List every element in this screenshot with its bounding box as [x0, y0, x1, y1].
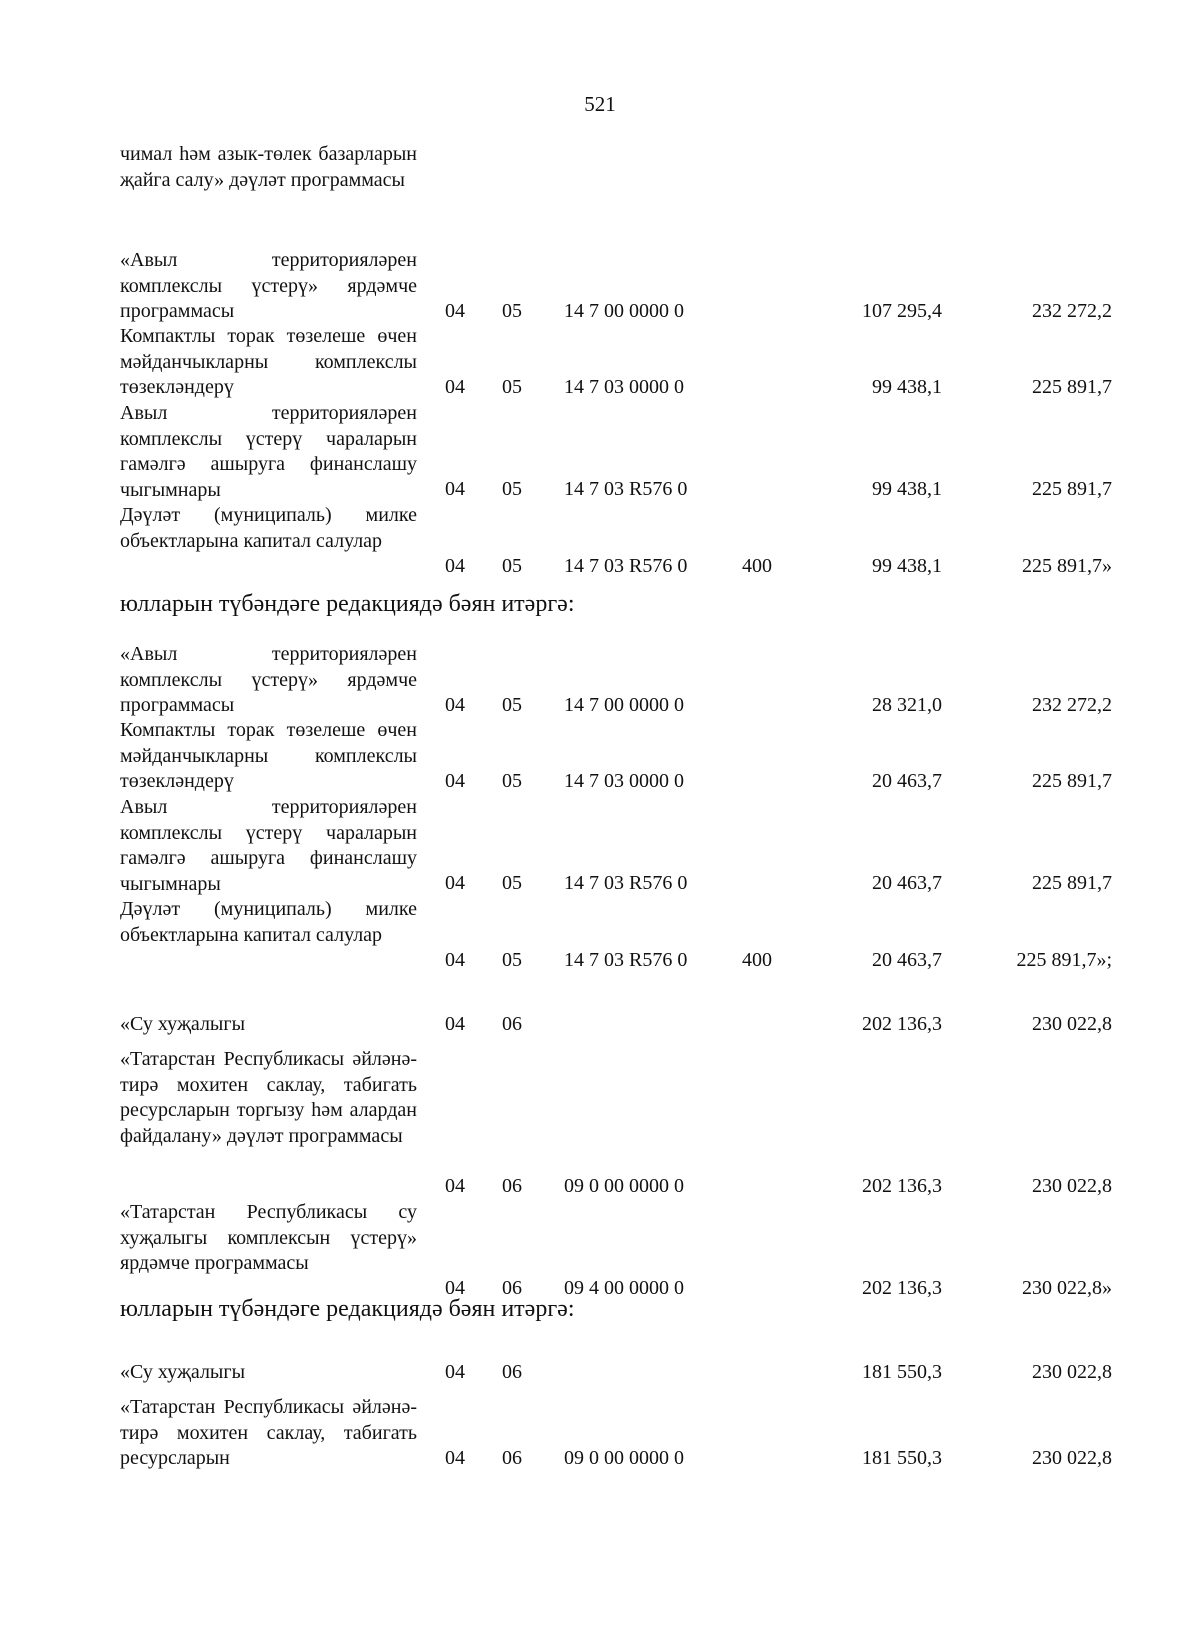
row-amount-year1: 20 463,7	[872, 872, 942, 894]
row-name: Авыл территорияләрен комплекслы үстерү чараларын гамәлгә ашыруга финанслашу чыгымнары	[120, 796, 417, 895]
budget-table-intro	[0, 142, 1200, 219]
row-pr: 05	[502, 555, 522, 577]
row-amount-year2: 232 272,2	[1032, 694, 1112, 716]
table-row	[0, 248, 1200, 324]
row-amount-year1: 202 136,3	[862, 1175, 942, 1197]
row-pr: 05	[502, 376, 522, 398]
row-amount-year1: 28 321,0	[872, 694, 942, 716]
row-name: «Авыл территорияләрен комплекслы үстерү» ярдәмче программасы	[120, 249, 417, 322]
row-csr: 14 7 03 R576 0	[564, 555, 688, 577]
row-amount-year1: 181 550,3	[862, 1447, 942, 1469]
table-row	[0, 1360, 1200, 1395]
table-row	[0, 142, 1200, 219]
row-rz: 04	[445, 1447, 465, 1469]
table-row	[0, 401, 1200, 503]
row-rz: 04	[445, 949, 465, 971]
row-pr: 05	[502, 949, 522, 971]
table-row	[0, 324, 1200, 401]
budget-table-block-2	[0, 642, 1200, 974]
row-csr: 14 7 03 R576 0	[564, 949, 688, 971]
row-pr: 05	[502, 694, 522, 716]
row-pr: 06	[502, 1277, 522, 1299]
row-csr: 09 4 00 0000 0	[564, 1277, 684, 1299]
row-amount-year1: 181 550,3	[862, 1361, 942, 1383]
row-csr: 09 0 00 0000 0	[564, 1447, 684, 1469]
row-rz: 04	[445, 1013, 465, 1035]
table-row	[0, 897, 1200, 974]
row-amount-year2: 230 022,8	[1032, 1175, 1112, 1197]
row-rz: 04	[445, 770, 465, 792]
page-number: 521	[584, 92, 616, 116]
row-name: Дәүләт (муниципаль) милке объектларына капитал салулар	[120, 504, 417, 552]
row-name: чимал һәм азык-төлек базарларын җайга салу» дәүләт программасы	[120, 143, 417, 191]
row-amount-year2: 232 272,2	[1032, 300, 1112, 322]
row-name: Дәүләт (муниципаль) милке объектларына капитал салулар	[120, 898, 417, 946]
row-csr: 14 7 03 0000 0	[564, 770, 684, 792]
row-amount-year2: 230 022,8	[1032, 1361, 1112, 1383]
row-pr: 05	[502, 872, 522, 894]
budget-table-block-4	[0, 1360, 1200, 1472]
row-amount-year2: 230 022,8	[1032, 1013, 1112, 1035]
row-amount-year2: 230 022,8	[1032, 1447, 1112, 1469]
row-amount-year1: 20 463,7	[872, 770, 942, 792]
row-csr: 14 7 00 0000 0	[564, 300, 684, 322]
instruction-text: юлларын түбәндәге редакциядә бәян итәргә:	[120, 1296, 575, 1322]
row-name: «Татарстан Республикасы әйләнә-тирә мохитен саклау, табигать ресурсларын торгызу һәм алардан файдалану» дәүләт программасы	[120, 1048, 417, 1147]
table-row	[0, 1012, 1200, 1047]
row-vr: 400	[742, 949, 772, 971]
instruction-text: юлларын түбәндәге редакциядә бәян итәргә:	[120, 591, 575, 617]
table-row	[0, 503, 1200, 580]
table-row	[0, 1200, 1200, 1302]
row-rz: 04	[445, 478, 465, 500]
row-csr: 14 7 03 R576 0	[564, 478, 688, 500]
row-name: Компактлы торак төзелеше өчен мәйданчыкларны комплекслы төзекләндерү	[120, 719, 417, 792]
row-name: Компактлы торак төзелеше өчен мәйданчыкларны комплекслы төзекләндерү	[120, 325, 417, 398]
row-pr: 05	[502, 478, 522, 500]
row-name: «Су хуҗалыгы	[120, 1361, 246, 1383]
row-amount-year1: 99 438,1	[872, 478, 942, 500]
row-csr: 14 7 00 0000 0	[564, 694, 684, 716]
row-pr: 06	[502, 1013, 522, 1035]
row-csr: 14 7 03 0000 0	[564, 376, 684, 398]
table-row	[0, 1047, 1200, 1200]
row-amount-year2: 225 891,7	[1032, 872, 1112, 894]
row-amount-year1: 202 136,3	[862, 1277, 942, 1299]
row-pr: 06	[502, 1175, 522, 1197]
row-pr: 05	[502, 300, 522, 322]
budget-table-block-1	[0, 248, 1200, 580]
row-amount-year1: 202 136,3	[862, 1013, 942, 1035]
row-csr: 14 7 03 R576 0	[564, 872, 688, 894]
row-rz: 04	[445, 300, 465, 322]
table-row	[0, 1395, 1200, 1472]
row-amount-year2: 230 022,8»	[1022, 1277, 1112, 1299]
table-row	[0, 795, 1200, 897]
row-pr: 06	[502, 1361, 522, 1383]
row-amount-year2: 225 891,7	[1032, 478, 1112, 500]
row-amount-year2: 225 891,7»	[1022, 555, 1112, 577]
row-amount-year2: 225 891,7	[1032, 770, 1112, 792]
row-rz: 04	[445, 1361, 465, 1383]
row-amount-year1: 99 438,1	[872, 555, 942, 577]
row-rz: 04	[445, 694, 465, 716]
row-rz: 04	[445, 1175, 465, 1197]
row-pr: 05	[502, 770, 522, 792]
row-rz: 04	[445, 872, 465, 894]
row-rz: 04	[445, 1277, 465, 1299]
row-name: «Су хуҗалыгы	[120, 1013, 246, 1035]
row-name: Авыл территорияләрен комплекслы үстерү чараларын гамәлгә ашыруга финанслашу чыгымнары	[120, 402, 417, 501]
row-amount-year1: 107 295,4	[862, 300, 942, 322]
row-amount-year1: 99 438,1	[872, 376, 942, 398]
row-name: «Татарстан Республикасы су хуҗалыгы комплексын үстерү» ярдәмче программасы	[120, 1201, 417, 1274]
row-rz: 04	[445, 555, 465, 577]
row-name: «Татарстан Республикасы әйләнә-тирә мохитен саклау, табигать ресурсларын	[120, 1396, 417, 1469]
budget-table-block-3	[0, 1012, 1200, 1302]
row-rz: 04	[445, 376, 465, 398]
row-amount-year2: 225 891,7	[1032, 376, 1112, 398]
row-csr: 09 0 00 0000 0	[564, 1175, 684, 1197]
table-row	[0, 718, 1200, 795]
row-vr: 400	[742, 555, 772, 577]
row-amount-year1: 20 463,7	[872, 949, 942, 971]
row-name: «Авыл территорияләрен комплекслы үстерү» ярдәмче программасы	[120, 643, 417, 716]
table-row	[0, 642, 1200, 718]
row-pr: 06	[502, 1447, 522, 1469]
row-amount-year2: 225 891,7»;	[1016, 949, 1112, 971]
